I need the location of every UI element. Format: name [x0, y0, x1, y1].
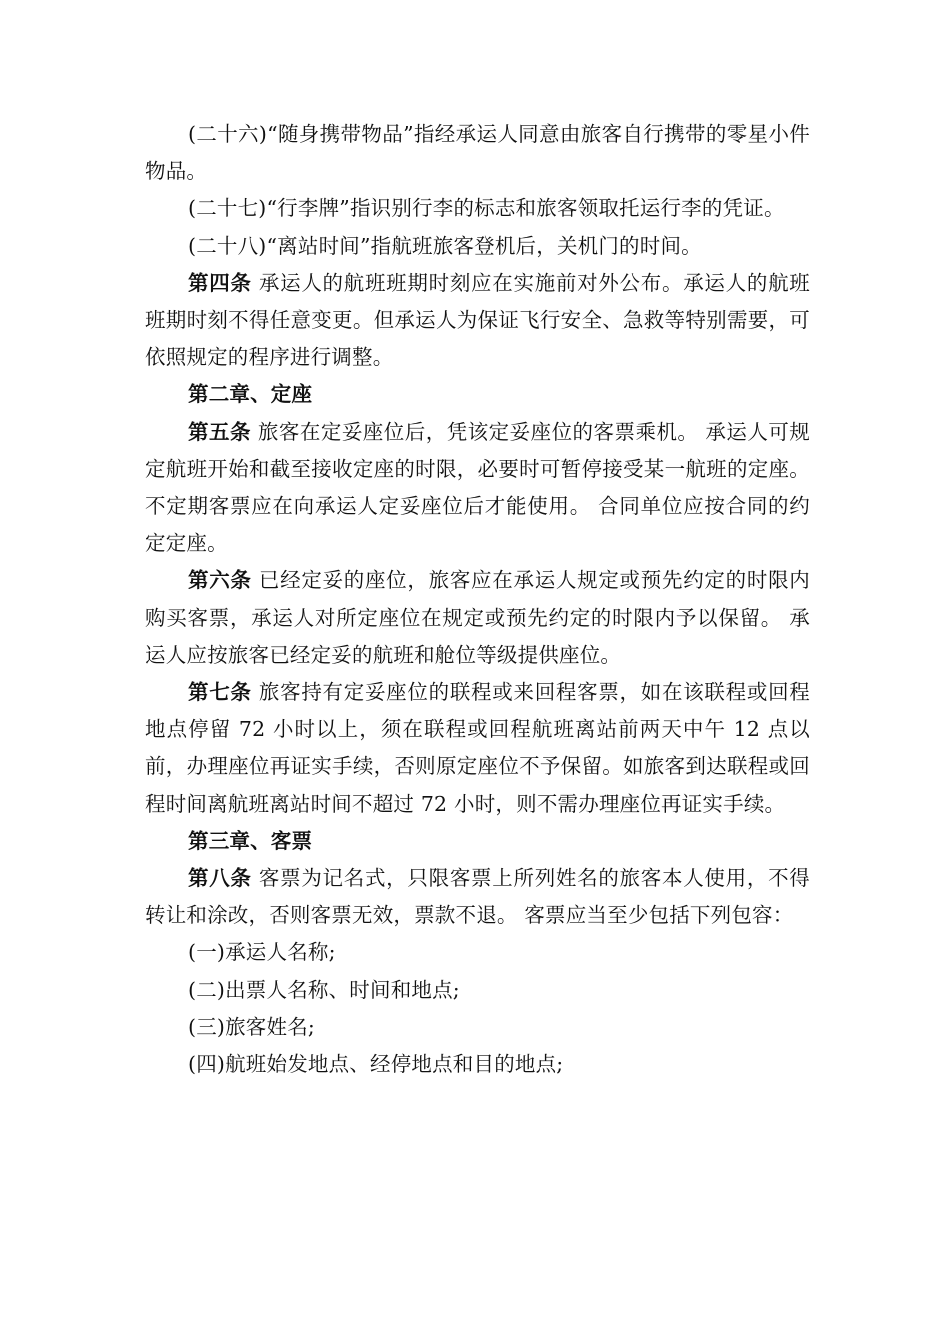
article-6-label: 第六条 — [188, 568, 252, 593]
article-8-label: 第八条 — [188, 866, 252, 891]
chapter-2-heading: 第二章、定座 — [188, 382, 313, 407]
document-page — [145, 116, 810, 1083]
article-6-text: 已经定妥的座位，旅客应在承运人规定或预先约定的时限内购买客票，承运人对所定座位在规定或预先约定的时限内予以保留。 承运人应按旅客已经定妥的航班和舱位等级提供座位。 — [145, 568, 810, 667]
definition-27: (二十七)“行李牌”指识别行李的标志和旅客领取托运行李的凭证。 — [188, 196, 785, 221]
article-8 — [145, 860, 810, 934]
chapter-3-heading: 第三章、客票 — [188, 828, 313, 853]
list-item: (一)承运人名称; — [188, 940, 336, 965]
article-7 — [145, 674, 810, 823]
article-8-text: 客票为记名式，只限客票上所列姓名的旅客本人使用，不得转让和涂改，否则客票无效，票款不退。 客票应当至少包括下列包容： — [145, 866, 810, 928]
article-4-label: 第四条 — [188, 270, 252, 295]
list-item: (四)航班始发地点、经停地点和目的地点; — [188, 1052, 564, 1077]
article-5-text: 旅客在定妥座位后，凭该定妥座位的客票乘机。 承运人可规定航班开始和截至接收定座的时限，必要时可暂停接受某一航班的定座。 不定期客票应在向承运人定妥座位后才能使用。 合同单位应按合同的约定定座。 — [145, 419, 810, 556]
article-5 — [145, 414, 810, 563]
definition-26: (二十六)“随身携带物品”指经承运人同意由旅客自行携带的零星小件物品。 — [145, 122, 810, 184]
article-6 — [145, 562, 810, 674]
article-5-label: 第五条 — [188, 419, 251, 444]
article-4-text: 承运人的航班班期时刻应在实施前对外公布。承运人的航班班期时刻不得任意变更。但承运人为保证飞行安全、急救等特别需要，可依照规定的程序进行调整。 — [145, 270, 810, 370]
article-7-text: 旅客持有定妥座位的联程或来回程客票，如在该联程或回程地点停留 72 小时以上，须在联程或回程航班离站前两天中午 12 点以前，办理座位再证实手续，否则原定座位不予保留。如旅客到达联程或回程时间离航班离站时间不超过 72 小时，则不需办理座位再证实手续。 — [145, 680, 810, 816]
definition-28: (二十八)“离站时间”指航班旅客登机后，关机门的时间。 — [188, 233, 702, 258]
list-item: (三)旅客姓名; — [188, 1014, 316, 1039]
list-item: (二)出票人名称、时间和地点; — [188, 977, 460, 1002]
article-4 — [145, 265, 810, 377]
article-7-label: 第七条 — [188, 680, 252, 705]
